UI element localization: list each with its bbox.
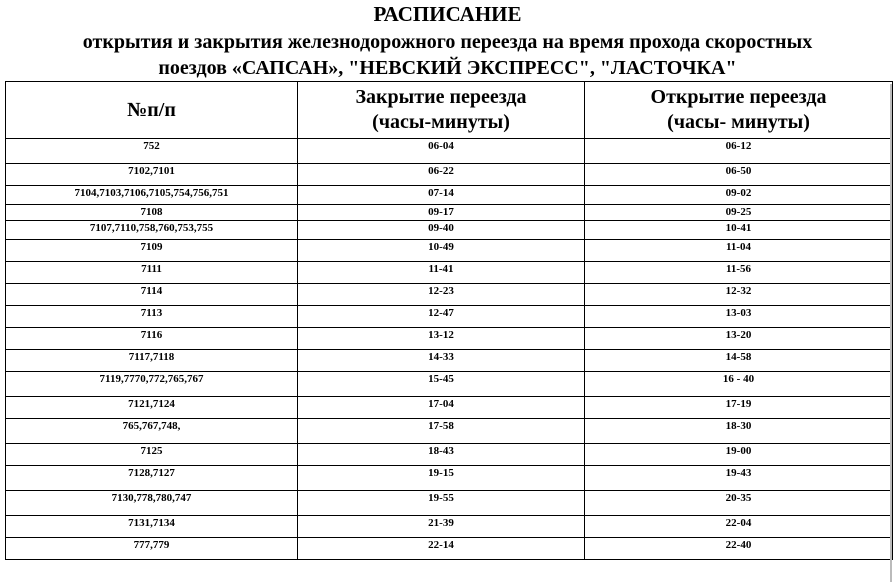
- cell-trains: 7111: [6, 262, 298, 284]
- table-row: [6, 205, 893, 221]
- cell-closing-time: 10-49: [298, 240, 585, 262]
- cell-opening-time: 18-30: [585, 419, 893, 444]
- cell-trains: 752: [6, 139, 298, 164]
- cell-trains: 7130,778,780,747: [6, 491, 298, 516]
- table-row: [6, 240, 893, 262]
- cell-trains: 7119,7770,772,765,767: [6, 372, 298, 397]
- page-subtitle-line-1: открытия и закрытия железнодорожного переезда на время прохода скоростных: [82, 31, 813, 53]
- cell-opening-time: 13-20: [585, 328, 893, 350]
- table-row: [6, 186, 893, 205]
- cell-closing-time: 22-14: [298, 538, 585, 560]
- table-row: [6, 516, 893, 538]
- right-edge-shadow: [890, 84, 892, 582]
- cell-trains: 7131,7134: [6, 516, 298, 538]
- cell-trains: 7104,7103,7106,7105,754,756,751: [6, 186, 298, 205]
- cell-opening-time: 16 - 40: [585, 372, 893, 397]
- header-closing: Закрытие переезда (часы-минуты): [298, 82, 585, 139]
- cell-closing-time: 12-47: [298, 306, 585, 328]
- cell-closing-time: 13-12: [298, 328, 585, 350]
- cell-trains: 7107,7110,758,760,753,755: [6, 221, 298, 240]
- cell-trains: 7108: [6, 205, 298, 221]
- table-row: [6, 444, 893, 466]
- cell-closing-time: 19-55: [298, 491, 585, 516]
- cell-opening-time: 19-43: [585, 466, 893, 491]
- cell-trains: 7114: [6, 284, 298, 306]
- cell-trains: 7113: [6, 306, 298, 328]
- cell-opening-time: 06-50: [585, 164, 893, 186]
- cell-closing-time: 19-15: [298, 466, 585, 491]
- table-row: [6, 397, 893, 419]
- cell-closing-time: 17-04: [298, 397, 585, 419]
- cell-closing-time: 07-14: [298, 186, 585, 205]
- header-number: №п/п: [6, 82, 298, 139]
- cell-opening-time: 13-03: [585, 306, 893, 328]
- table-row: [6, 328, 893, 350]
- table-row: [6, 284, 893, 306]
- cell-closing-time: 18-43: [298, 444, 585, 466]
- table-row: [6, 262, 893, 284]
- cell-opening-time: 06-12: [585, 139, 893, 164]
- cell-opening-time: 11-56: [585, 262, 893, 284]
- table-row: [6, 419, 893, 444]
- cell-closing-time: 15-45: [298, 372, 585, 397]
- cell-closing-time: 11-41: [298, 262, 585, 284]
- cell-opening-time: 12-32: [585, 284, 893, 306]
- cell-opening-time: 11-04: [585, 240, 893, 262]
- cell-opening-time: 19-00: [585, 444, 893, 466]
- table-header-row: [6, 82, 893, 139]
- table-row: [6, 139, 893, 164]
- table-row: [6, 372, 893, 397]
- cell-trains: 7116: [6, 328, 298, 350]
- table-row: [6, 491, 893, 516]
- page-title: РАСПИСАНИЕ: [373, 2, 522, 26]
- cell-trains: 777,779: [6, 538, 298, 560]
- schedule-table: [5, 81, 893, 560]
- cell-trains: 7117,7118: [6, 350, 298, 372]
- cell-closing-time: 06-22: [298, 164, 585, 186]
- cell-trains: 7125: [6, 444, 298, 466]
- cell-closing-time: 21-39: [298, 516, 585, 538]
- table-row: [6, 164, 893, 186]
- table-row: [6, 466, 893, 491]
- cell-closing-time: 09-40: [298, 221, 585, 240]
- page-subtitle-line-2: поездов «САПСАН», "НЕВСКИЙ ЭКСПРЕСС", "ЛАСТОЧКА": [158, 57, 737, 79]
- cell-opening-time: 20-35: [585, 491, 893, 516]
- cell-trains: 7109: [6, 240, 298, 262]
- header-opening: Открытие переезда (часы- минуты): [585, 82, 893, 139]
- schedule-table-body: [6, 139, 893, 560]
- cell-opening-time: 22-04: [585, 516, 893, 538]
- cell-opening-time: 09-02: [585, 186, 893, 205]
- cell-opening-time: 17-19: [585, 397, 893, 419]
- cell-closing-time: 09-17: [298, 205, 585, 221]
- cell-trains: 7102,7101: [6, 164, 298, 186]
- cell-opening-time: 14-58: [585, 350, 893, 372]
- cell-closing-time: 14-33: [298, 350, 585, 372]
- cell-trains: 7128,7127: [6, 466, 298, 491]
- cell-closing-time: 12-23: [298, 284, 585, 306]
- cell-trains: 765,767,748,: [6, 419, 298, 444]
- cell-opening-time: 10-41: [585, 221, 893, 240]
- cell-opening-time: 09-25: [585, 205, 893, 221]
- table-row: [6, 350, 893, 372]
- table-row: [6, 538, 893, 560]
- table-row: [6, 221, 893, 240]
- cell-closing-time: 17-58: [298, 419, 585, 444]
- cell-opening-time: 22-40: [585, 538, 893, 560]
- table-row: [6, 306, 893, 328]
- cell-closing-time: 06-04: [298, 139, 585, 164]
- cell-trains: 7121,7124: [6, 397, 298, 419]
